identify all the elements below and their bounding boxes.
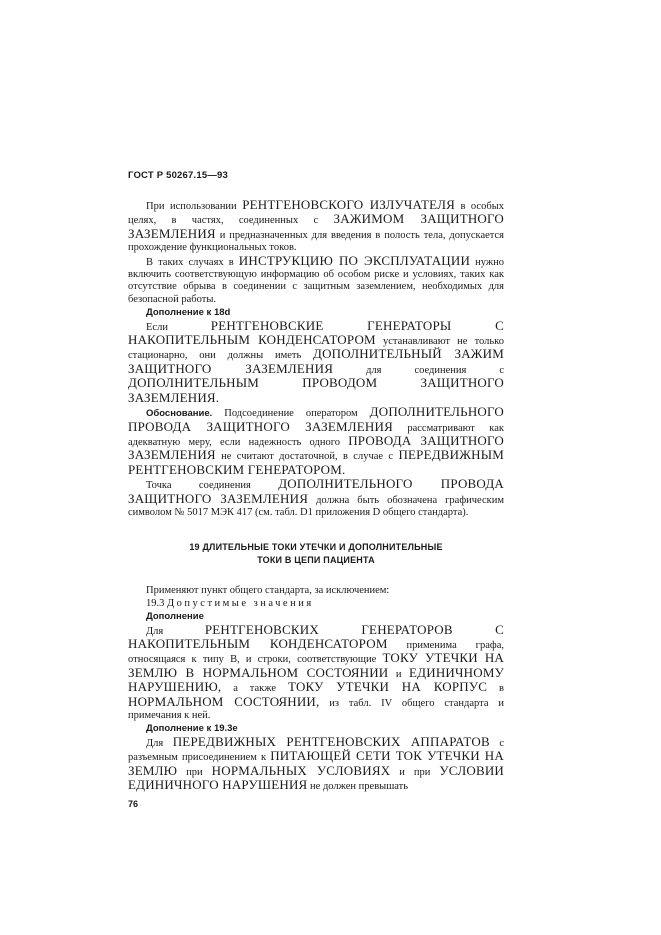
paragraph bbox=[128, 317, 504, 406]
text-run: должна быть обозначена графическим символом № 5017 МЭК 417 (см. табл. D1 приложения D общего стандарта). bbox=[128, 494, 504, 518]
term: НОРМАЛЬНЫХ УСЛОВИЯХ bbox=[211, 762, 391, 778]
text-run: В таких случаях в bbox=[146, 256, 239, 268]
text-run: из табл. IV общего стандарта и примечания к ней. bbox=[128, 697, 504, 721]
page-number: 76 bbox=[128, 799, 139, 810]
text-run: не считают достаточной, в случае с bbox=[215, 451, 399, 463]
term: ЕДИНИЧНОМУ НАРУШЕНИЮ, bbox=[128, 664, 504, 695]
paragraph bbox=[128, 252, 504, 307]
text-run: в bbox=[487, 683, 504, 695]
term: ДОПОЛНИТЕЛЬНОГО ПРОВОДА ЗАЩИТНОГО ЗАЗЕМЛЕНИЯ bbox=[128, 404, 504, 434]
text-run: Точка соединения bbox=[146, 480, 279, 492]
term: ПЕРЕДВИЖНЫХ РЕНТГЕНОВСКИХ АППАРАТОВ bbox=[172, 733, 490, 749]
term: ТОКУ УТЕЧКИ НА КОРПУС bbox=[287, 679, 488, 695]
section-title-line: 19 ДЛИТЕЛЬНЫЕ ТОКИ УТЕЧКИ И ДОПОЛНИТЕЛЬНЫЕ bbox=[189, 542, 443, 553]
text-run: нужно включить соответствующую информацию об особом риске и условиях, таких как отсутствие обрыва в соединении с защитным заземлением, необходимых для безопасной работы. bbox=[128, 256, 504, 305]
document-page bbox=[128, 170, 504, 809]
term: НОРМАЛЬНОМ СОСТОЯНИИ, bbox=[128, 693, 320, 709]
term: ДОПОЛНИТЕЛЬНЫМ ПРОВОДОМ ЗАЩИТНОГО ЗАЗЕМЛЕНИЯ. bbox=[128, 375, 504, 405]
paragraph bbox=[128, 478, 504, 519]
subsection-heading: Дополнение bbox=[146, 611, 204, 623]
paragraph bbox=[128, 621, 505, 723]
paragraph-lead: Обоснование. bbox=[146, 408, 213, 420]
text-run: и bbox=[388, 668, 410, 680]
text-run: в особых целях, в частях, соединенных с bbox=[128, 201, 504, 227]
paragraph bbox=[128, 199, 504, 255]
text-run: применима графа, относящаяся к типу В, и строки, соответствующие bbox=[128, 639, 504, 666]
term: РЕНТГЕНОВСКИХ ГЕНЕРАТОРОВ С НАКОПИТЕЛЬНЫМ КОНДЕНСАТОРОМ bbox=[128, 621, 505, 651]
text-run: Применяют пункт общего стандарта, за исключением: bbox=[146, 585, 390, 597]
paragraph bbox=[128, 406, 504, 478]
text-run: При использовании bbox=[146, 201, 243, 212]
term: ПРОВОДА ЗАЩИТНОГО ЗАЗЕМЛЕНИЯ bbox=[128, 432, 504, 463]
paragraph bbox=[128, 733, 504, 794]
term: ПЕРЕДВИЖНЫМ РЕНТГЕНОВСКИМ ГЕНЕРАТОРОМ. bbox=[128, 447, 504, 477]
text-run: не должен превышать bbox=[307, 781, 409, 793]
subsection-heading: Дополнение к 18d bbox=[146, 307, 231, 319]
document-body bbox=[128, 199, 504, 793]
term: ДОПОЛНИТЕЛЬНЫЙ ЗАЖИМ ЗАЩИТНОГО ЗАЗЕМЛЕНИЯ bbox=[128, 346, 504, 376]
text-run: для соединения с bbox=[333, 364, 504, 376]
term: РЕНТГЕНОВСКОГО ИЗЛУЧАТЕЛЯ bbox=[242, 197, 455, 212]
term: РЕНТГЕНОВСКИЕ ГЕНЕРАТОРЫ С НАКОПИТЕЛЬНЫМ КОНДЕНСАТОРОМ bbox=[128, 317, 504, 348]
subsection-heading: Дополнение к 19.3е bbox=[146, 723, 238, 735]
text-run: при bbox=[177, 766, 212, 778]
text-run: и предназначенных для введения в полость тела, допускается прохождение функциональных токов. bbox=[128, 229, 504, 254]
term: УСЛОВИИ ЕДИНИЧНОГО НАРУШЕНИЯ bbox=[128, 762, 504, 793]
section-title bbox=[128, 541, 504, 567]
text-run: Если bbox=[146, 321, 211, 333]
text-run: с разъемным присоединением к bbox=[128, 737, 504, 764]
paragraph bbox=[128, 598, 504, 610]
term: ИНСТРУКЦИЮ ПО ЭКСПЛУАТАЦИИ bbox=[238, 252, 471, 268]
text-run: устанавливают не только стационарно, они должны иметь bbox=[128, 336, 504, 362]
text-run: Подсоединение оператором bbox=[212, 408, 370, 420]
text-run: Для bbox=[146, 737, 173, 749]
text-run: а также bbox=[221, 683, 288, 695]
text-run: рассматривают как адекватную меру, если надежность одного bbox=[128, 422, 504, 448]
term: ЗАЖИМОМ ЗАЩИТНОГО ЗАЗЕМЛЕНИЯ bbox=[128, 211, 504, 241]
text-run: 19.3 bbox=[146, 597, 167, 609]
standard-header: ГОСТ Р 50267.15—93 bbox=[128, 170, 228, 181]
paragraph bbox=[128, 585, 504, 597]
text-run: Для bbox=[146, 625, 205, 637]
section-title-line: ТОКИ В ЦЕПИ ПАЦИЕНТА bbox=[257, 555, 375, 566]
term: Допустимые значения bbox=[167, 597, 314, 609]
term: ТОКУ УТЕЧКИ НА ЗЕМЛЮ В НОРМАЛЬНОМ СОСТОЯНИИ bbox=[128, 650, 504, 680]
term: ПИТАЮЩЕЙ СЕТИ ТОК УТЕЧКИ НА ЗЕМЛЮ bbox=[128, 748, 504, 778]
term: ДОПОЛНИТЕЛЬНОГО ПРОВОДА ЗАЩИТНОГО ЗАЗЕМЛЕНИЯ bbox=[128, 476, 505, 506]
text-run: и при bbox=[390, 766, 440, 778]
